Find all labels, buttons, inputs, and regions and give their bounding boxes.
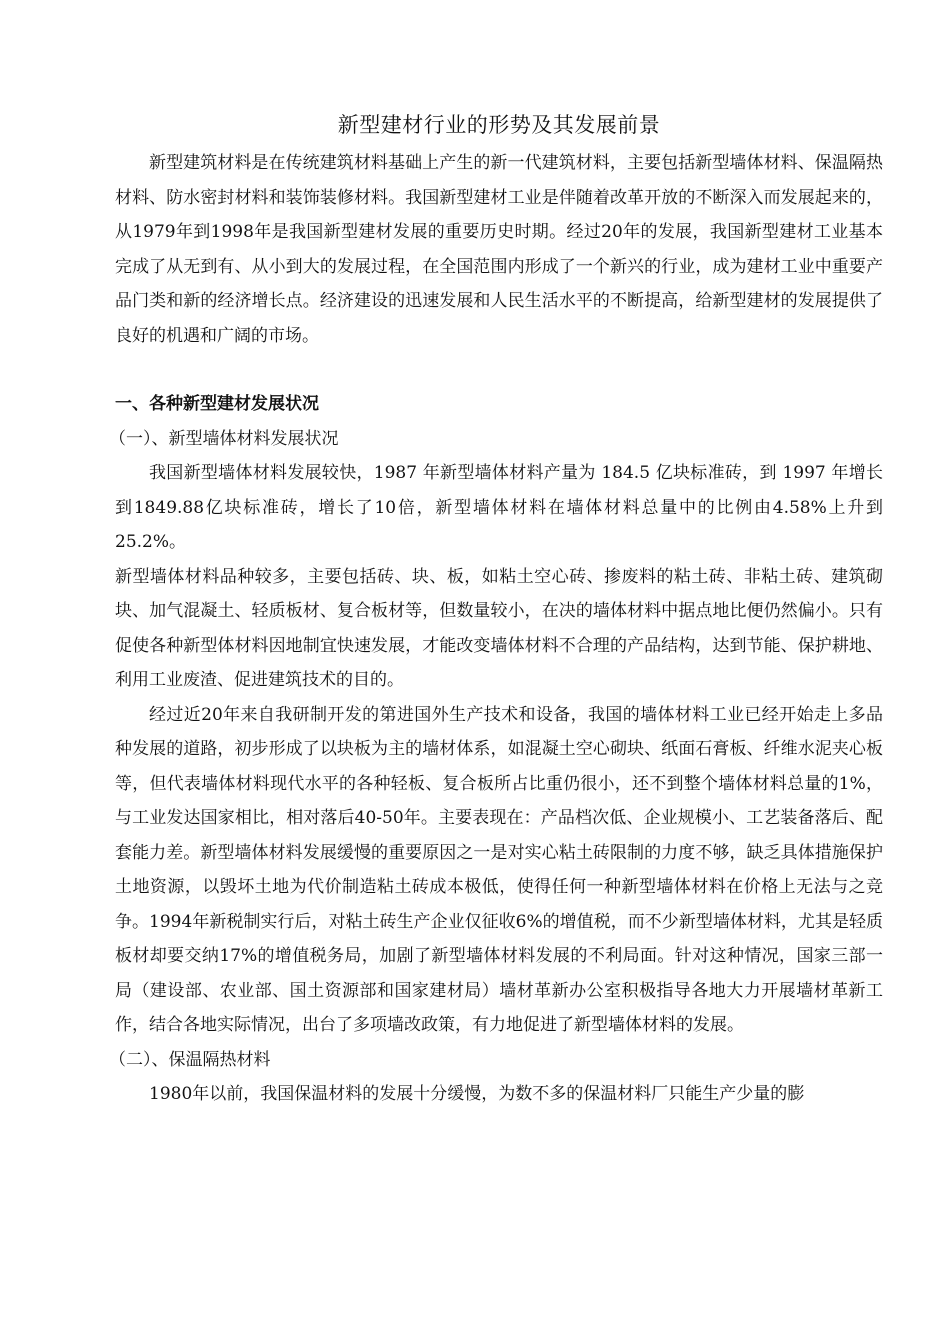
- paragraph-wall-development: 经过近20年来自我研制开发的第进国外生产技术和设备，我国的墙体材料工业已经开始走上多品种发展的道路，初步形成了以块板为主的墙材体系，如混凝土空心砌块、纸面石膏板、纤维水泥夹心板等，但代表墙体材料现代水平的各种轻板、复合板所占比重仍很小，还不到整个墙体材料总量的1%，与工业发达国家相比，相对落后40-50年。主要表现在：产品档次低、企业规模小、工艺装备落后、配套能力差。新型墙体材料发展缓慢的重要原因之一是对实心粘土砖限制的力度不够，缺乏具体措施保护土地资源，以毁坏土地为代价制造粘土砖成本极低，使得任何一种新型墙体材料在价格上无法与之竞争。1994年新税制实行后，对粘土砖生产企业仅征收6%的增值税，而不少新型墙体材料，尤其是轻质板材却要交纳17%的增值税务局，加剧了新型墙体材料发展的不利局面。针对这种情况，国家三部一局（建设部、农业部、国土资源部和国家建材局）墙材革新办公室积极指导各地大力开展墙材革新工作，结合各地实际情况，出台了多项墙改政策，有力地促进了新型墙体材料的发展。: [115, 704, 883, 1035]
- subsection-heading-wall-materials: （一）、新型墙体材料发展状况: [109, 428, 339, 449]
- paragraph-wall-output: 我国新型墙体材料发展较快，1987 年新型墙体材料产量为 184.5 亿块标准砖，到 1997 年增长到1849.88亿块标准砖，增长了10倍，新型墙体材料在墙体材料总量中的比例由4.58%上升到25.2%。: [115, 463, 883, 552]
- subsection-heading-insulation: （二）、保温隔热材料: [109, 1049, 271, 1070]
- document-title: 新型建材行业的形势及其发展前景: [337, 113, 661, 137]
- paragraph-insulation: 1980年以前，我国保温材料的发展十分缓慢，为数不多的保温材料厂只能生产少量的膨: [149, 1084, 805, 1104]
- section-heading-1: 一、各种新型建材发展状况: [115, 394, 319, 414]
- paragraph-wall-varieties: 新型墙体材料品种较多，主要包括砖、块、板，如粘土空心砖、掺废料的粘土砖、非粘土砖、建筑砌块、加气混凝土、轻质板材、复合板材等，但数量较小，在决的墙体材料中据点地比便仍然偏小。只有促使各种新型体材料因地制宜快速发展，才能改变墙体材料不合理的产品结构，达到节能、保护耕地、利用工业废渣、促进建筑技术的目的。: [115, 566, 883, 690]
- intro-paragraph: 新型建筑材料是在传统建筑材料基础上产生的新一代建筑材料，主要包括新型墙体材料、保温隔热材料、防水密封材料和装饰装修材料。我国新型建材工业是伴随着改革开放的不断深入而发展起来的，从1979年到1998年是我国新型建材发展的重要历史时期。经过20年的发展，我国新型建材工业基本完成了从无到有、从小到大的发展过程，在全国范围内形成了一个新兴的行业，成为建材工业中重要产品门类和新的经济增长点。经济建设的迅速发展和人民生活水平的不断提高，给新型建材的发展提供了良好的机遇和广阔的市场。: [115, 153, 883, 346]
- document-body: [109, 100, 883, 1112]
